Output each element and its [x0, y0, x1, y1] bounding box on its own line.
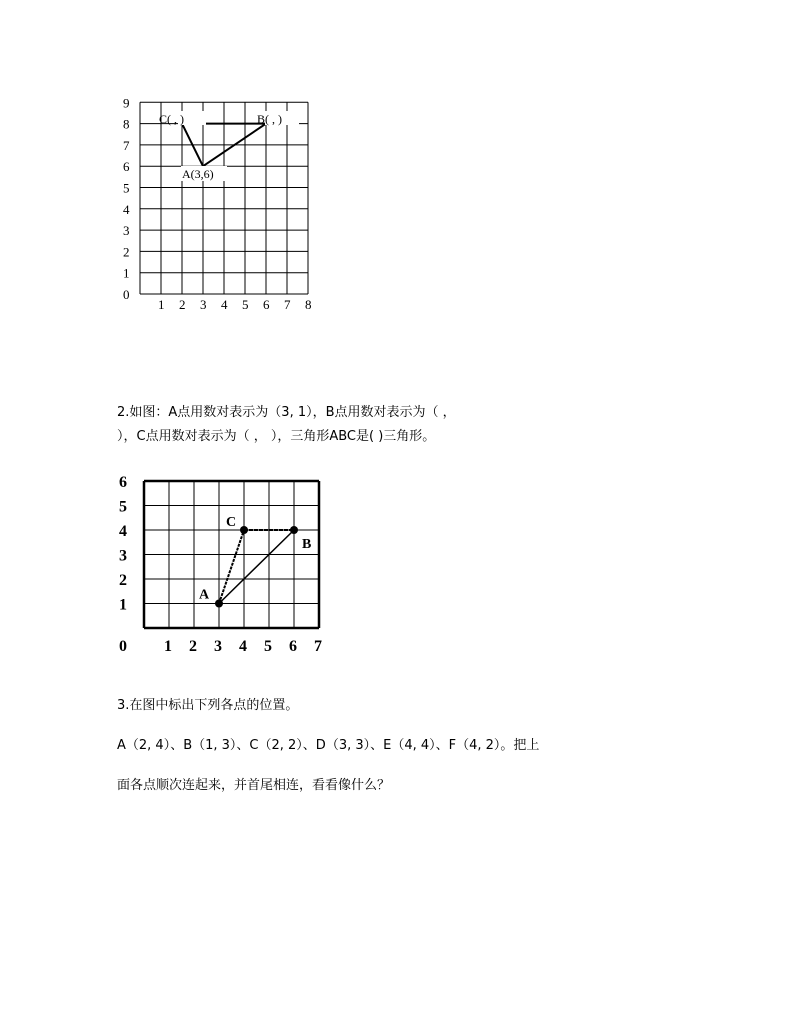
y-tick-label: 3	[119, 547, 127, 565]
y-tick-label: 0	[119, 638, 127, 655]
x-tick-label: 1	[164, 638, 172, 655]
x-tick-label: 2	[179, 297, 186, 312]
x-tick-label: 5	[264, 638, 272, 655]
question-3-title: 3.在图中标出下列各点的位置。	[117, 698, 299, 713]
x-tick-label: 5	[242, 297, 249, 312]
point-c-dot	[240, 526, 248, 534]
x-tick-label: 3	[214, 638, 222, 655]
x-tick-label: 2	[189, 638, 197, 655]
question-3-line-1: A（2, 4）、B（1, 3）、C（2, 2）、D（3, 3）、E（4, 4）、F（4, 2）。把上	[117, 738, 540, 753]
y-tick-label: 0	[123, 287, 130, 302]
y-tick-label: 2	[123, 244, 130, 260]
x-tick-label: 6	[263, 297, 270, 312]
y-axis-labels	[119, 475, 127, 655]
point-c-label: C	[226, 515, 237, 530]
coordinate-grid-figure-2	[110, 475, 340, 665]
x-tick-label: 3	[200, 297, 207, 312]
y-tick-label: 2	[119, 572, 127, 589]
point-a-label: A	[199, 587, 210, 603]
grid-lines	[144, 481, 319, 628]
x-tick-label: 1	[158, 297, 165, 312]
question-2-line-2: ），C点用数对表示为（ ， ），三角形ABC是( )三角形。	[117, 429, 436, 444]
y-tick-label: 1	[123, 265, 130, 281]
x-tick-label: 7	[314, 638, 322, 655]
point-b-dot	[290, 526, 298, 534]
y-tick-label: 9	[123, 95, 130, 111]
point-a-label: A(3,6)	[182, 167, 214, 181]
y-tick-label: 1	[119, 596, 127, 614]
y-tick-label: 7	[123, 137, 130, 153]
point-c-label: C( , )	[159, 112, 184, 126]
point-b-label: B	[302, 537, 312, 552]
segment-ab	[219, 530, 294, 604]
y-tick-label: 5	[123, 180, 130, 196]
point-b-label: B( , )	[257, 112, 282, 126]
question-2-line-1: 2.如图：A点用数对表示为（3, 1），B点用数对表示为（ ，	[117, 405, 456, 420]
point-a-dot	[215, 600, 223, 608]
segment-ac	[219, 530, 244, 604]
x-axis-labels	[164, 638, 322, 655]
y-tick-label: 4	[123, 201, 130, 217]
y-axis-labels	[123, 95, 130, 302]
y-tick-label: 4	[119, 523, 127, 540]
x-tick-label: 6	[289, 638, 297, 655]
coordinate-grid-figure-1	[110, 90, 320, 320]
x-tick-label: 7	[284, 297, 291, 312]
x-tick-label: 4	[239, 638, 247, 655]
x-tick-label: 8	[305, 297, 312, 312]
grid-lines	[140, 102, 308, 294]
question-3-line-2: 面各点顺次连起来，并首尾相连，看看像什么？	[117, 778, 391, 793]
y-tick-label: 3	[123, 223, 130, 239]
x-tick-label: 4	[221, 297, 228, 312]
x-axis-labels	[158, 297, 312, 312]
y-tick-label: 6	[119, 475, 127, 491]
y-tick-label: 8	[123, 116, 130, 132]
y-tick-label: 5	[119, 498, 127, 516]
y-tick-label: 6	[123, 159, 130, 175]
